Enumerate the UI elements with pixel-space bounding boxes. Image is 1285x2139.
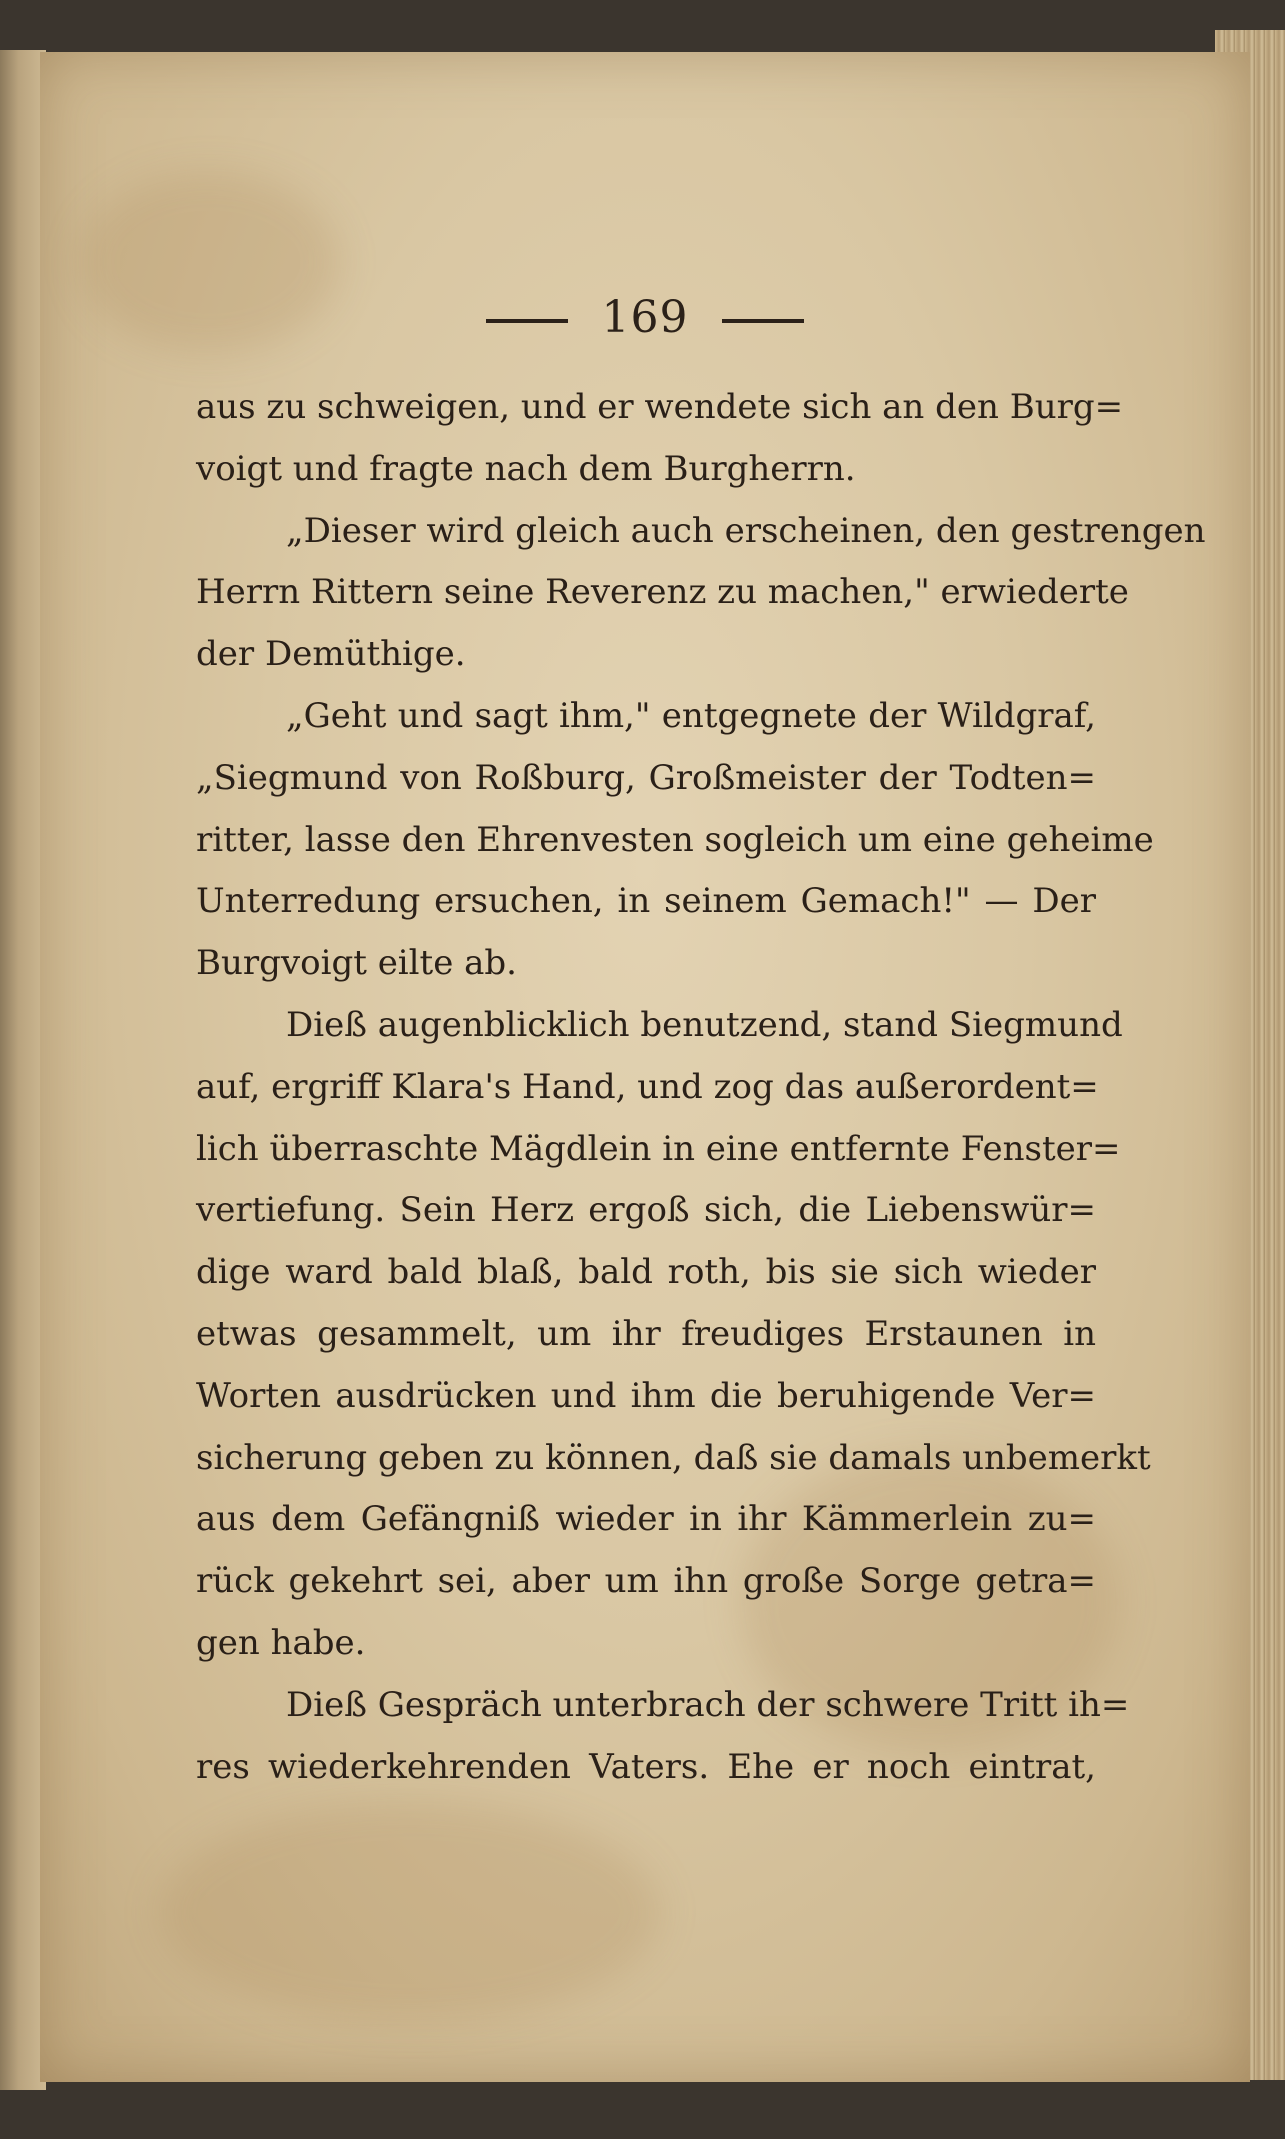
text-line: gen habe. <box>196 1622 366 1663</box>
page-number: 169 <box>601 292 689 343</box>
text-line: Dieß augenblicklich benutzend, stand Siegmund <box>286 1004 1123 1045</box>
header-rule-right <box>722 319 804 323</box>
text-line: aus zu schweigen, und er wendete sich an den Burg= <box>196 387 1124 427</box>
text-line: auf, ergriff Klara's Hand, und zog das außerordent= <box>196 1066 1099 1107</box>
text-line: der Demüthige. <box>196 634 466 675</box>
text-line: Dieß Gespräch unterbrach der schwere Tritt ih= <box>286 1684 1130 1725</box>
text-line: Unterredung ersuchen, in seinem Gemach!" — Der <box>196 881 1096 922</box>
page-header <box>40 292 1250 343</box>
text-line: Herrn Rittern seine Reverenz zu machen," erwiederte <box>196 572 1129 613</box>
book-page <box>40 52 1250 2082</box>
paper-stain <box>160 1802 660 2022</box>
text-line: sicherung geben zu können, daß sie damals unbemerkt <box>196 1437 1151 1478</box>
text-line: „Dieser wird gleich auch erscheinen, den gestrengen <box>286 510 1206 551</box>
text-line: ritter, lasse den Ehrenvesten sogleich um eine geheime <box>196 819 1154 860</box>
text-line: aus dem Gefängniß wieder in ihr Kämmerlein zu= <box>196 1499 1096 1540</box>
text-line: etwas gesammelt, um ihr freudiges Erstaunen in <box>196 1313 1096 1354</box>
text-line: Worten ausdrücken und ihm die beruhigende Ver= <box>196 1375 1096 1416</box>
body-text <box>196 377 1206 1798</box>
text-line: dige ward bald blaß, bald roth, bis sie sich wieder <box>196 1252 1096 1293</box>
text-line: res wiederkehrenden Vaters. Ehe er noch eintrat, <box>196 1746 1096 1787</box>
text-line: „Siegmund von Roßburg, Großmeister der Todten= <box>196 757 1096 798</box>
text-line: Burgvoigt eilte ab. <box>196 943 517 984</box>
text-line: rück gekehrt sei, aber um ihn große Sorge getra= <box>196 1561 1096 1602</box>
text-line: vertiefung. Sein Herz ergoß sich, die Liebenswür= <box>196 1190 1096 1231</box>
text-line: lich überraschte Mägdlein in eine entfernte Fenster= <box>196 1128 1121 1169</box>
text-line: „Geht und sagt ihm," entgegnete der Wildgraf, <box>286 695 1096 736</box>
header-rule-left <box>486 319 568 323</box>
text-line: voigt und fragte nach dem Burgherrn. <box>196 448 856 489</box>
